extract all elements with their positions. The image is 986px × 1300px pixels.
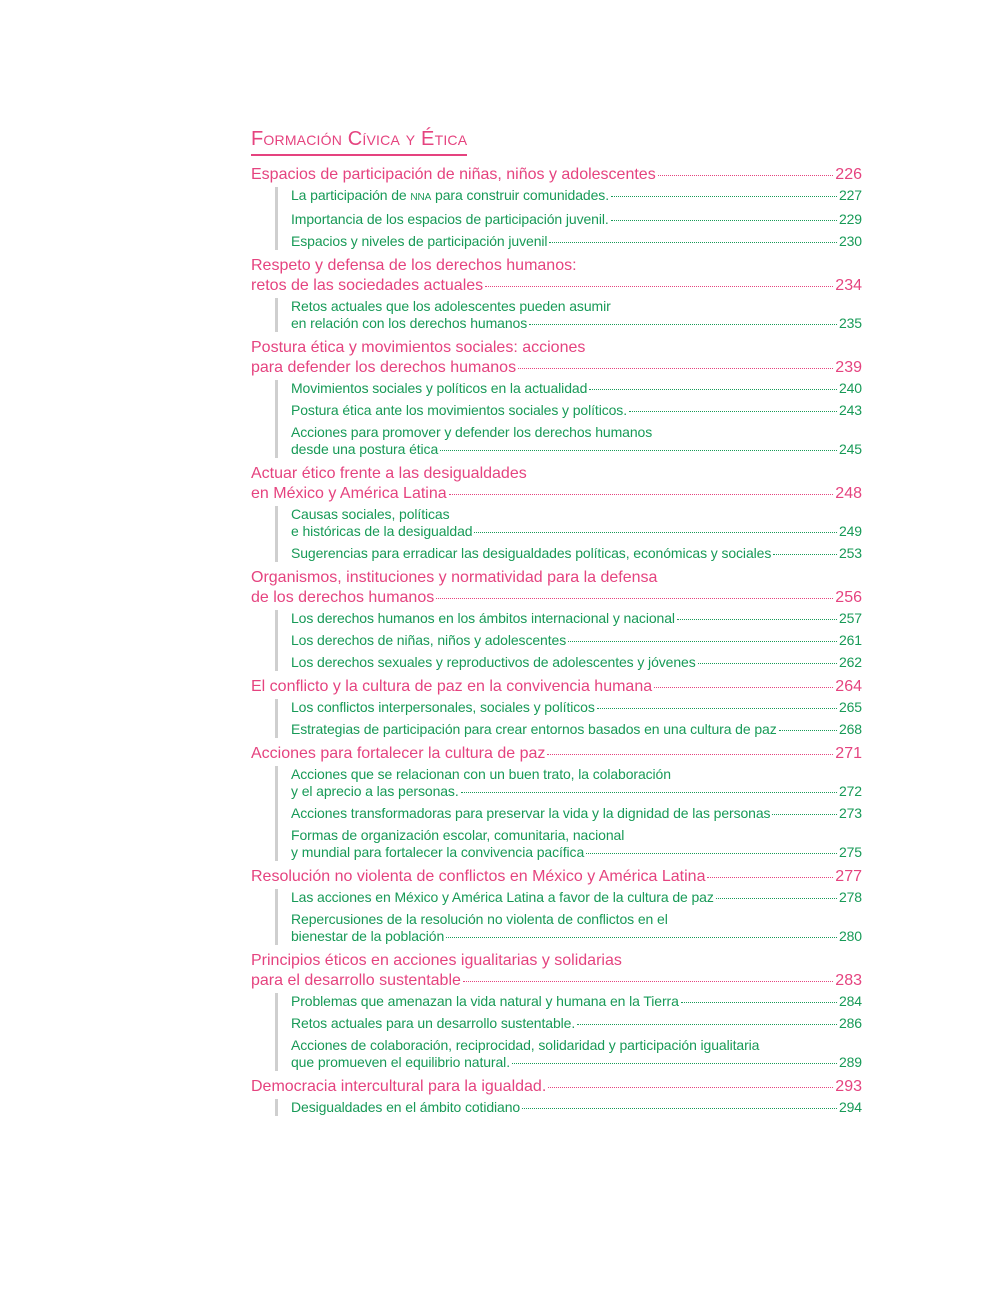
subtopic-group bbox=[275, 889, 862, 945]
chapter-entry bbox=[251, 464, 862, 504]
subtopic-label: Los derechos sexuales y reproductivos de adolescentes y jóvenes bbox=[291, 654, 696, 670]
subtopic-label: Importancia de los espacios de participación juvenil. bbox=[291, 211, 609, 227]
chapter-label: Democracia intercultural para la igualdad. bbox=[251, 1078, 547, 1095]
page-number: 289 bbox=[838, 1054, 862, 1070]
subtopic-row bbox=[291, 632, 862, 649]
page-number: 229 bbox=[838, 211, 862, 227]
toc-section bbox=[251, 568, 862, 671]
subtopic-row bbox=[291, 441, 862, 458]
subtopic-label: y el aprecio a las personas. bbox=[291, 783, 459, 799]
page-number: 257 bbox=[838, 610, 862, 626]
chapter-entry bbox=[251, 744, 862, 764]
leader-dots bbox=[522, 1108, 837, 1109]
leader-dots bbox=[518, 368, 833, 369]
page-number: 245 bbox=[838, 441, 862, 457]
chapter-line: Respeto y defensa de los derechos humanos: bbox=[251, 257, 577, 274]
subtopic-label: bienestar de la población bbox=[291, 928, 445, 944]
leader-dots bbox=[611, 196, 837, 197]
subtopic-entry bbox=[291, 424, 862, 458]
chapter-row bbox=[251, 677, 862, 697]
page-number: 272 bbox=[838, 783, 862, 799]
chapter-row bbox=[251, 276, 862, 296]
leader-dots bbox=[698, 663, 837, 664]
subtopic-entry bbox=[291, 766, 862, 800]
toc-section bbox=[251, 338, 862, 458]
subtopic-row bbox=[291, 523, 862, 540]
subtopic-line: Formas de organización escolar, comunitaria, nacional bbox=[291, 827, 625, 843]
subtopic-entry bbox=[291, 721, 862, 738]
subtopic-line: Causas sociales, políticas bbox=[291, 506, 450, 522]
page-number: 227 bbox=[838, 187, 862, 203]
subtopic-row bbox=[291, 1099, 862, 1116]
subtopic-line: Repercusiones de la resolución no violenta de conflictos en el bbox=[291, 911, 668, 927]
leader-dots bbox=[440, 450, 837, 451]
leader-dots bbox=[716, 898, 837, 899]
leader-dots bbox=[548, 1087, 833, 1088]
chapter-label: retos de las sociedades actuales bbox=[251, 277, 484, 294]
chapter-label: Resolución no violenta de conflictos en México y América Latina bbox=[251, 868, 706, 885]
page-number: 256 bbox=[835, 589, 862, 606]
leader-dots bbox=[654, 687, 833, 688]
subject-heading: Formación Cívica y Ética bbox=[251, 128, 467, 156]
subtopic-label: y mundial para fortalecer la convivencia pacífica bbox=[291, 844, 585, 860]
page-number: 271 bbox=[835, 745, 862, 762]
leader-dots bbox=[658, 175, 834, 176]
subtopic-entry bbox=[291, 1015, 862, 1032]
subtopic-entry bbox=[291, 610, 862, 627]
subtopic-label: Estrategias de participación para crear entornos basados en una cultura de paz bbox=[291, 721, 777, 737]
subtopic-row bbox=[291, 187, 862, 206]
leader-dots bbox=[772, 814, 836, 815]
page-number: 261 bbox=[838, 632, 862, 648]
page-number: 294 bbox=[838, 1099, 862, 1115]
chapter-entry bbox=[251, 568, 862, 608]
page-number: 234 bbox=[835, 277, 862, 294]
leader-dots bbox=[461, 792, 837, 793]
subtopic-label: Espacios y niveles de participación juvenil bbox=[291, 233, 548, 249]
subtopic-row bbox=[291, 545, 862, 562]
subtopic-entry bbox=[291, 911, 862, 945]
page-number: 286 bbox=[838, 1015, 862, 1031]
subtopic-row bbox=[291, 233, 862, 250]
subtopic-label: e históricas de la desigualdad bbox=[291, 523, 473, 539]
chapter-line: Actuar ético frente a las desigualdades bbox=[251, 465, 527, 482]
chapter-entry bbox=[251, 677, 862, 697]
chapter-entry bbox=[251, 165, 862, 185]
subtopic-entry bbox=[291, 1099, 862, 1116]
subtopic-row bbox=[291, 889, 862, 906]
leader-dots bbox=[436, 598, 833, 599]
subtopic-label: Retos actuales para un desarrollo sustentable. bbox=[291, 1015, 576, 1031]
chapter-entry bbox=[251, 1077, 862, 1097]
chapter-label: para el desarrollo sustentable bbox=[251, 972, 461, 989]
page-number: 262 bbox=[838, 654, 862, 670]
subtopic-label: Postura ética ante los movimientos sociales y políticos. bbox=[291, 402, 627, 418]
page-number: 268 bbox=[838, 721, 862, 737]
subtopic-label: Los derechos de niñas, niños y adolescentes bbox=[291, 632, 567, 648]
chapter-row bbox=[251, 588, 862, 608]
page-number: 277 bbox=[835, 868, 862, 885]
subtopic-row bbox=[291, 844, 862, 861]
subtopic-group bbox=[275, 298, 862, 332]
toc-section bbox=[251, 951, 862, 1071]
subtopic-group bbox=[275, 380, 862, 458]
page-number: 226 bbox=[835, 166, 862, 183]
leader-dots bbox=[446, 937, 837, 938]
subtopic-label: Los derechos humanos en los ámbitos internacional y nacional bbox=[291, 610, 675, 626]
subtopic-group bbox=[275, 766, 862, 861]
leader-dots bbox=[586, 853, 837, 854]
page-number: 275 bbox=[838, 844, 862, 860]
toc-section bbox=[251, 464, 862, 562]
page-number: 264 bbox=[835, 678, 862, 695]
subtopic-group bbox=[275, 506, 862, 562]
leader-dots bbox=[449, 494, 834, 495]
chapter-row bbox=[251, 867, 862, 887]
subtopic-label: desde una postura ética bbox=[291, 441, 439, 457]
subtopic-entry bbox=[291, 298, 862, 332]
leader-dots bbox=[681, 1002, 837, 1003]
page-number: 253 bbox=[838, 545, 862, 561]
subtopic-label: Movimientos sociales y políticos en la actualidad bbox=[291, 380, 588, 396]
leader-dots bbox=[677, 619, 837, 620]
subtopic-line: Acciones que se relacionan con un buen trato, la colaboración bbox=[291, 766, 671, 782]
subtopic-label: Sugerencias para erradicar las desigualdades políticas, económicas y sociales bbox=[291, 545, 772, 561]
chapter-label: en México y América Latina bbox=[251, 485, 447, 502]
chapter-entry bbox=[251, 867, 862, 887]
subtopic-line: Acciones de colaboración, reciprocidad, solidaridad y participación igualitaria bbox=[291, 1037, 760, 1053]
subtopic-group bbox=[275, 610, 862, 671]
page-number: 293 bbox=[835, 1078, 862, 1095]
subtopic-entry bbox=[291, 211, 862, 228]
subtopic-row bbox=[291, 721, 862, 738]
toc-section bbox=[251, 256, 862, 332]
chapter-row bbox=[251, 484, 862, 504]
page-number: 239 bbox=[835, 359, 862, 376]
leader-dots bbox=[549, 242, 837, 243]
page-number: 235 bbox=[838, 315, 862, 331]
table-of-contents bbox=[251, 128, 862, 1122]
page-number: 278 bbox=[838, 889, 862, 905]
subtopic-row bbox=[291, 928, 862, 945]
toc-section bbox=[251, 867, 862, 945]
subtopic-entry bbox=[291, 699, 862, 716]
subtopic-entry bbox=[291, 889, 862, 906]
leader-dots bbox=[597, 708, 837, 709]
subtopic-entry bbox=[291, 1037, 862, 1071]
subtopic-label: Las acciones en México y América Latina a favor de la cultura de paz bbox=[291, 889, 714, 905]
page-number: 265 bbox=[838, 699, 862, 715]
subtopic-row bbox=[291, 993, 862, 1010]
leader-dots bbox=[568, 641, 837, 642]
chapter-row bbox=[251, 744, 862, 764]
page-number: 243 bbox=[838, 402, 862, 418]
page-number: 240 bbox=[838, 380, 862, 396]
subtopic-entry bbox=[291, 187, 862, 206]
leader-dots bbox=[512, 1063, 837, 1064]
subtopic-group bbox=[275, 699, 862, 738]
subtopic-entry bbox=[291, 380, 862, 397]
subtopic-entry bbox=[291, 545, 862, 562]
chapter-row bbox=[251, 1077, 862, 1097]
page-number: 284 bbox=[838, 993, 862, 1009]
leader-dots bbox=[577, 1024, 837, 1025]
subtopic-label: en relación con los derechos humanos bbox=[291, 315, 528, 331]
chapter-row bbox=[251, 165, 862, 185]
leader-dots bbox=[547, 754, 833, 755]
subtopic-entry bbox=[291, 402, 862, 419]
leader-dots bbox=[474, 532, 836, 533]
subtopic-group bbox=[275, 993, 862, 1071]
subtopic-group bbox=[275, 1099, 862, 1116]
chapter-entry bbox=[251, 951, 862, 991]
leader-dots bbox=[485, 286, 833, 287]
subtopic-entry bbox=[291, 654, 862, 671]
chapter-label: de los derechos humanos bbox=[251, 589, 435, 606]
subtopic-row bbox=[291, 211, 862, 228]
leader-dots bbox=[779, 730, 837, 731]
leader-dots bbox=[611, 220, 837, 221]
subtopic-row bbox=[291, 1015, 862, 1032]
subtopic-label: Los conflictos interpersonales, sociales y políticos bbox=[291, 699, 595, 715]
toc-section bbox=[251, 1077, 862, 1116]
chapter-line: Principios éticos en acciones igualitarias y solidarias bbox=[251, 952, 622, 969]
subtopic-entry bbox=[291, 993, 862, 1010]
subtopic-row bbox=[291, 1054, 862, 1071]
sections-list bbox=[251, 165, 862, 1116]
subtopic-group bbox=[275, 187, 862, 250]
page-number: 273 bbox=[838, 805, 862, 821]
chapter-entry bbox=[251, 338, 862, 378]
subtopic-row bbox=[291, 315, 862, 332]
subtopic-entry bbox=[291, 233, 862, 250]
chapter-label: Espacios de participación de niñas, niños y adolescentes bbox=[251, 166, 656, 183]
subtopic-row bbox=[291, 380, 862, 397]
subtopic-row bbox=[291, 402, 862, 419]
leader-dots bbox=[589, 389, 837, 390]
page-number: 280 bbox=[838, 928, 862, 944]
leader-dots bbox=[773, 554, 837, 555]
subtopic-row bbox=[291, 654, 862, 671]
chapter-line: Postura ética y movimientos sociales: acciones bbox=[251, 339, 586, 356]
chapter-row bbox=[251, 971, 862, 991]
page-number: 248 bbox=[835, 485, 862, 502]
subtopic-line: Retos actuales que los adolescentes pueden asumir bbox=[291, 298, 611, 314]
leader-dots bbox=[629, 411, 837, 412]
subtopic-row bbox=[291, 699, 862, 716]
subtopic-label: La participación de NNA para construir comunidades. bbox=[291, 187, 609, 203]
subtopic-entry bbox=[291, 805, 862, 822]
subtopic-label: que promueven el equilibrio natural. bbox=[291, 1054, 510, 1070]
subtopic-entry bbox=[291, 632, 862, 649]
page-number: 283 bbox=[835, 972, 862, 989]
subtopic-line: Acciones para promover y defender los derechos humanos bbox=[291, 424, 653, 440]
subtopic-row bbox=[291, 783, 862, 800]
leader-dots bbox=[707, 877, 833, 878]
page-number: 249 bbox=[838, 523, 862, 539]
leader-dots bbox=[463, 981, 833, 982]
toc-section bbox=[251, 677, 862, 738]
chapter-row bbox=[251, 358, 862, 378]
subtopic-label: Acciones transformadoras para preservar la vida y la dignidad de las personas bbox=[291, 805, 771, 821]
subtopic-row bbox=[291, 610, 862, 627]
page-number: 230 bbox=[838, 233, 862, 249]
subtopic-label: Problemas que amenazan la vida natural y humana en la Tierra bbox=[291, 993, 679, 1009]
chapter-label: para defender los derechos humanos bbox=[251, 359, 517, 376]
chapter-label: Acciones para fortalecer la cultura de paz bbox=[251, 745, 546, 762]
subtopic-entry bbox=[291, 506, 862, 540]
subtopic-label: Desigualdades en el ámbito cotidiano bbox=[291, 1099, 521, 1115]
toc-section bbox=[251, 165, 862, 250]
leader-dots bbox=[529, 324, 837, 325]
toc-section bbox=[251, 744, 862, 861]
subtopic-row bbox=[291, 805, 862, 822]
chapter-entry bbox=[251, 256, 862, 296]
subtopic-entry bbox=[291, 827, 862, 861]
chapter-line: Organismos, instituciones y normatividad para la defensa bbox=[251, 569, 658, 586]
chapter-label: El conflicto y la cultura de paz en la convivencia humana bbox=[251, 678, 653, 695]
